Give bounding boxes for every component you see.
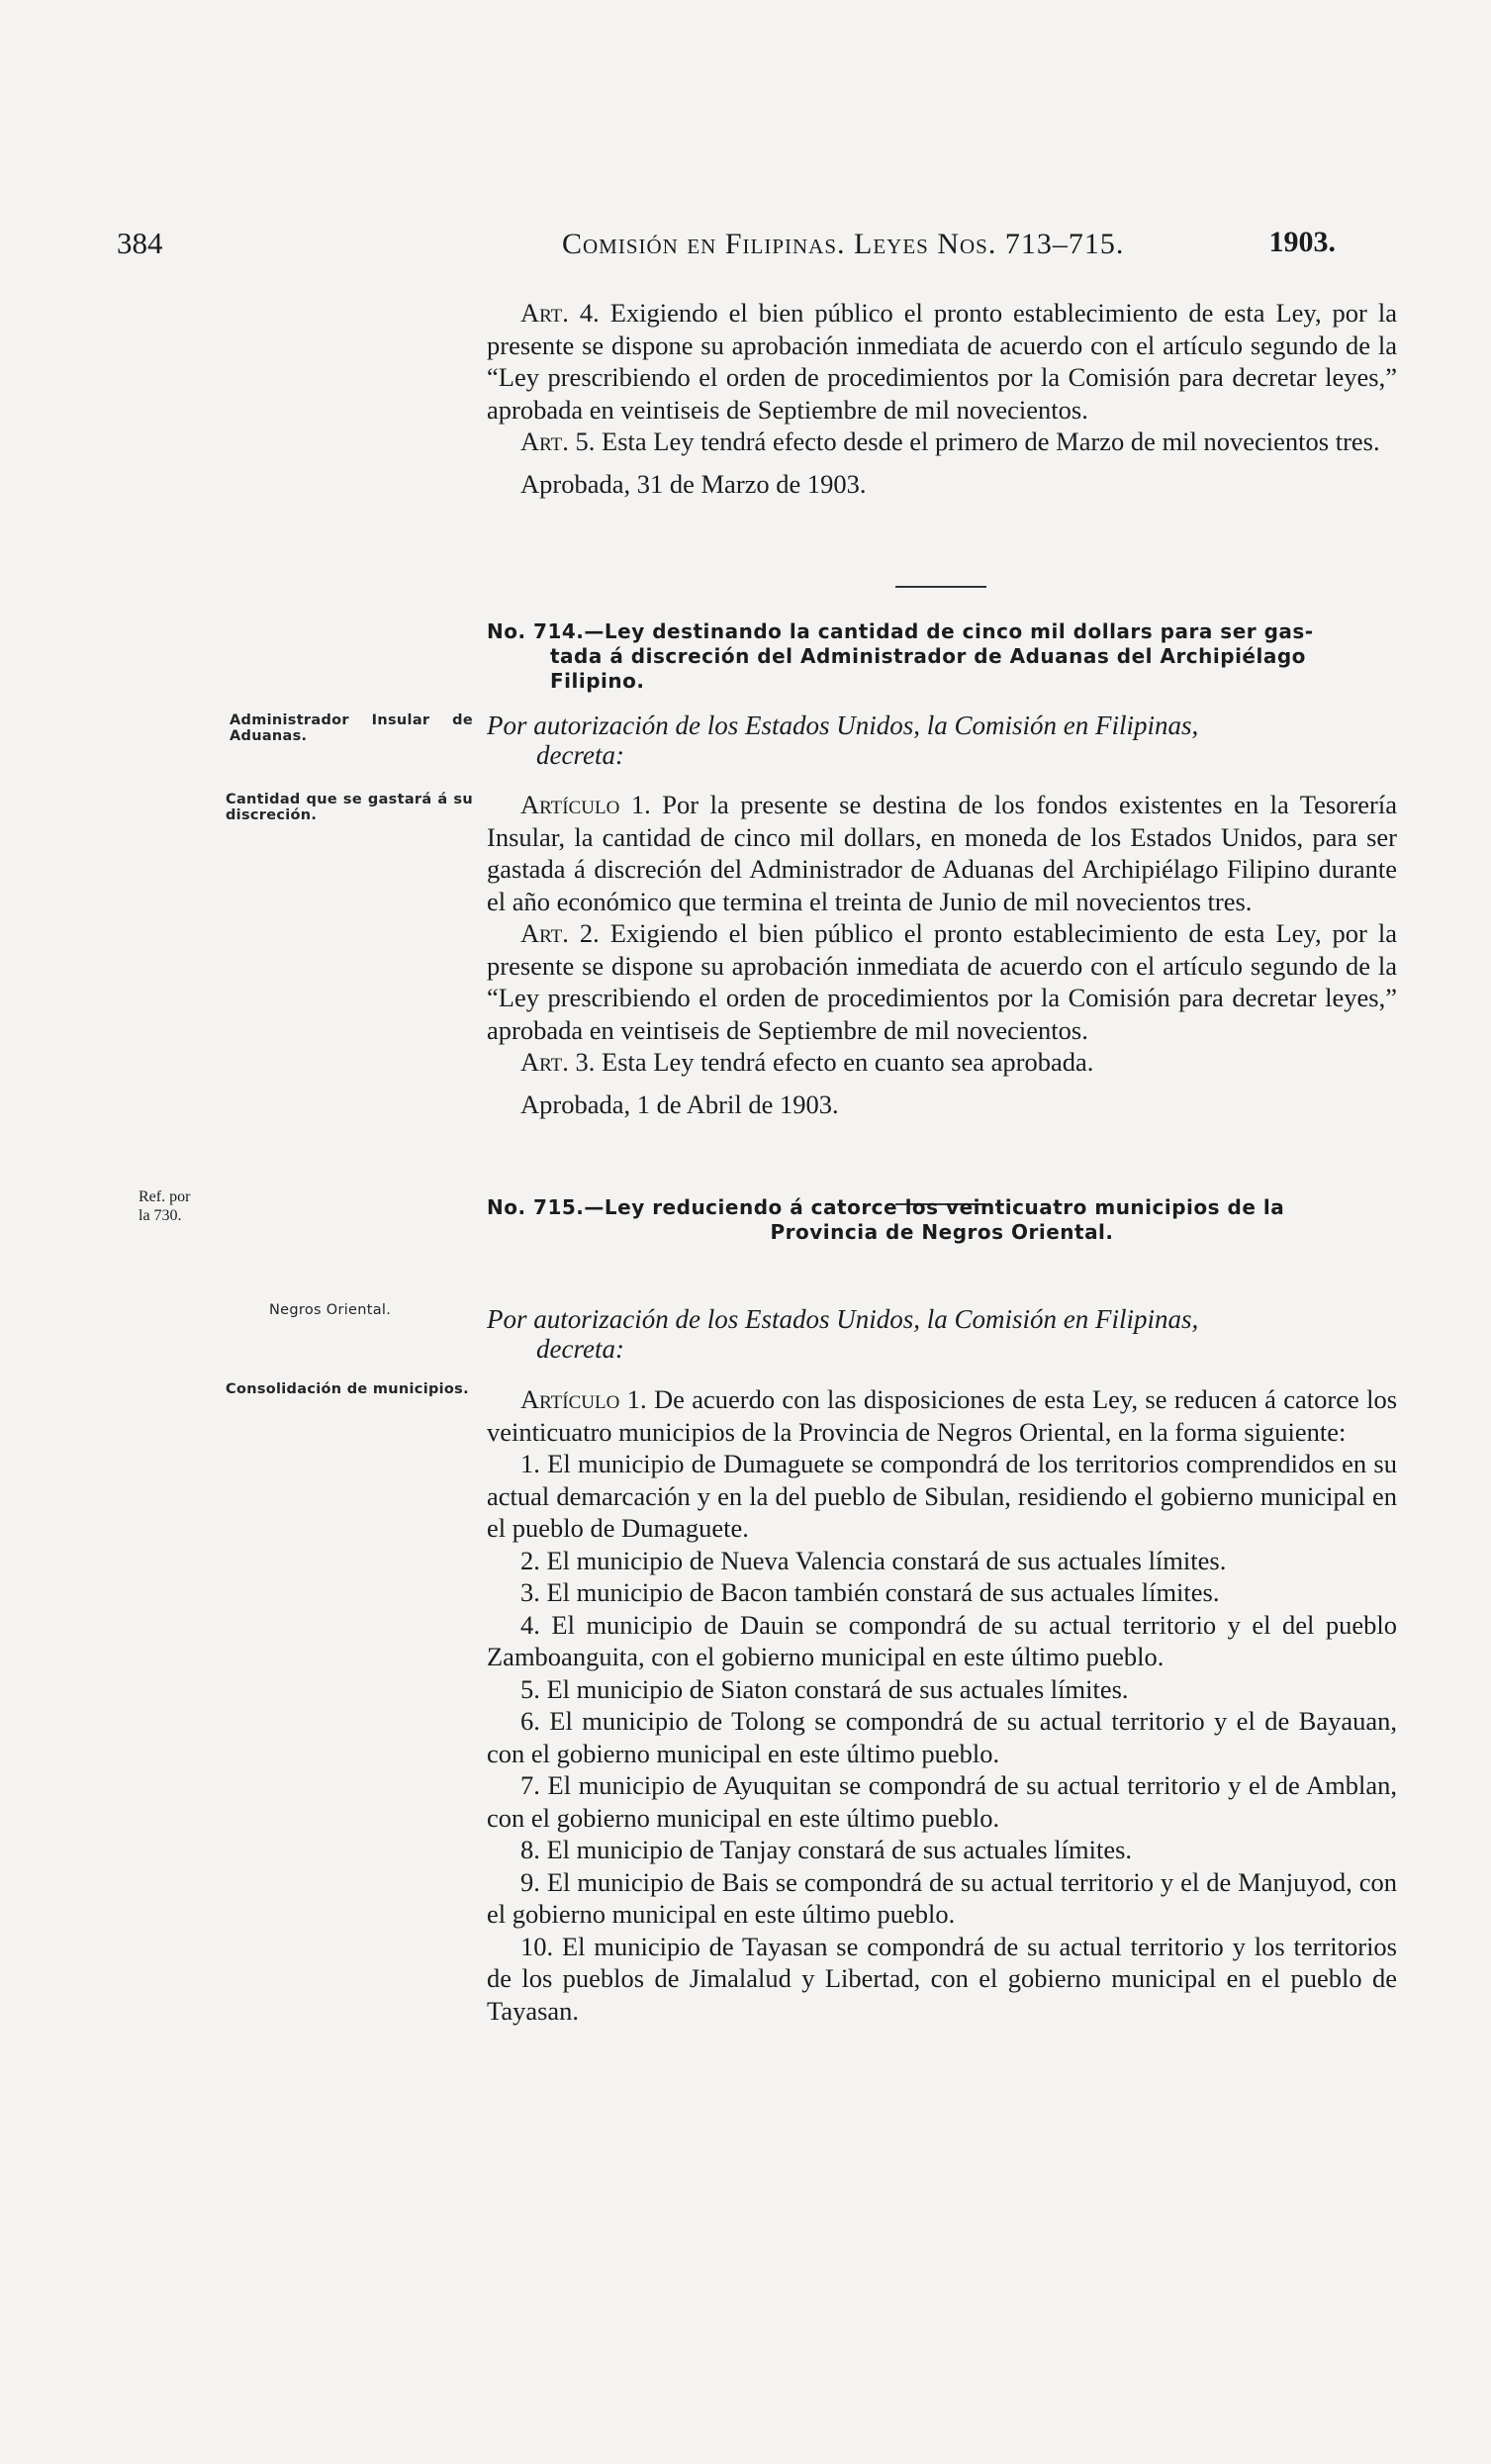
law-714-title: No. 714.—Ley destinando la cantidad de cinco mil dollars para ser gas- tada á discreción del Administrador de Aduanas del Archipiélago Filipino. xyxy=(487,619,1314,693)
margin-note-cantidad: Cantidad que se gastará á su discreción. xyxy=(226,792,473,823)
law-714-body xyxy=(487,789,1397,1120)
approval-date: Aprobada, 31 de Marzo de 1903. xyxy=(520,468,867,499)
article-4: Art. 4. Exigiendo el bien público el pronto establecimiento de esta Ley, por la presente se dispone su aprobación inmediata de acuerdo con el artículo segundo de la “Ley prescribiendo el orden de procedimientos por la Comisión para decretar leyes,” aprobada en veintiseis de Septiembre de mil novecientos. xyxy=(487,298,1397,425)
header-year: 1903. xyxy=(1268,226,1336,258)
reference-note: Ref. por la 730. xyxy=(139,1188,191,1224)
law-714-approval-date: Aprobada, 1 de Abril de 1903. xyxy=(520,1089,839,1119)
municipality-item: 6. El municipio de Tolong se compondrá de su actual territorio y el de Bayauan, con el gobierno municipal en este último pueblo. xyxy=(487,1706,1397,1768)
law-714-preamble: Por autorización de los Estados Unidos, la Comisión en Filipinas, decreta: xyxy=(487,711,1199,770)
page-number: 384 xyxy=(117,226,163,260)
municipality-item: 7. El municipio de Ayuquitan se compondrá de su actual territorio y el de Amblan, con el gobierno municipal en este último pueblo. xyxy=(487,1770,1397,1833)
municipality-item: 3. El municipio de Bacon también constará de sus actuales límites. xyxy=(520,1577,1220,1607)
margin-note-negros-oriental: Negros Oriental. xyxy=(269,1302,392,1318)
law-714-article-2: Art. 2. Exigiendo el bien público el pronto establecimiento de esta Ley, por la presente se dispone su aprobación inmediata de acuerdo con el artículo segundo de la “Ley prescribiendo el orden de procedimientos por la Comisión para decretar leyes,” aprobada en veintiseis de Septiembre de mil novecientos. xyxy=(487,918,1397,1045)
margin-note-administrador: Administrador Insular de Aduanas. xyxy=(230,712,473,744)
municipality-item: 2. El municipio de Nueva Valencia constará de sus actuales límites. xyxy=(520,1545,1227,1575)
municipality-item: 8. El municipio de Tanjay constará de sus actuales límites. xyxy=(520,1835,1133,1864)
municipality-item: 1. El municipio de Dumaguete se compondrá de los territorios comprendidos en su actual demarcación y en la del pueblo de Sibulan, residiendo el gobierno municipal en el pueblo de Dumaguete. xyxy=(487,1449,1397,1543)
article-5: Art. 5. Esta Ley tendrá efecto desde el primero de Marzo de mil novecientos tres. xyxy=(520,426,1380,456)
law-714-article-3: Art. 3. Esta Ley tendrá efecto en cuanto sea aprobada. xyxy=(520,1047,1094,1077)
margin-note-consolidacion: Consolidación de municipios. xyxy=(226,1381,469,1397)
section-divider xyxy=(895,586,986,588)
law-715-title: No. 715.—Ley reduciendo á catorce los veinticuatro municipios de la Provincia de Negros Oriental. xyxy=(487,1195,1285,1244)
page-header xyxy=(117,226,1344,265)
law-714-article-1: Artículo 1. Por la presente se destina de los fondos existentes en la Tesorería Insular, la cantidad de cinco mil dollars, en moneda de los Estados Unidos, para ser gastada á discreción del Administrador de Aduanas del Archipiélago Filipino durante el año económico que termina el treinta de Junio de mil novecientos tres. xyxy=(487,790,1398,916)
law-715-body xyxy=(487,1383,1397,2027)
law-715-preamble: Por autorización de los Estados Unidos, la Comisión en Filipinas, decreta: xyxy=(487,1304,1199,1364)
municipality-item: 4. El municipio de Dauin se compondrá de su actual territorio y el del pueblo Zamboanguita, con el gobierno municipal en este último pueblo. xyxy=(487,1609,1397,1671)
law-713-conclusion xyxy=(487,297,1397,500)
municipality-item: 9. El municipio de Bais se compondrá de su actual territorio y el de Manjuyod, con el gobierno municipal en este último pueblo. xyxy=(487,1866,1397,1929)
municipality-item: 10. El municipio de Tayasan se compondrá de su actual territorio y los territorios de los pueblos de Jimalalud y Libertad, con el gobierno municipal en el pueblo de Tayasan. xyxy=(487,1931,1397,2026)
municipality-item: 5. El municipio de Siaton constará de sus actuales límites. xyxy=(520,1673,1129,1704)
law-715-article-1: Artículo 1. De acuerdo con las disposiciones de esta Ley, se reducen á catorce los veinticuatro municipios de la Provincia de Negros Oriental, en la forma siguiente: xyxy=(487,1384,1398,1447)
running-title: Comisión en Filipinas. Leyes Nos. 713–715. xyxy=(562,228,1125,260)
